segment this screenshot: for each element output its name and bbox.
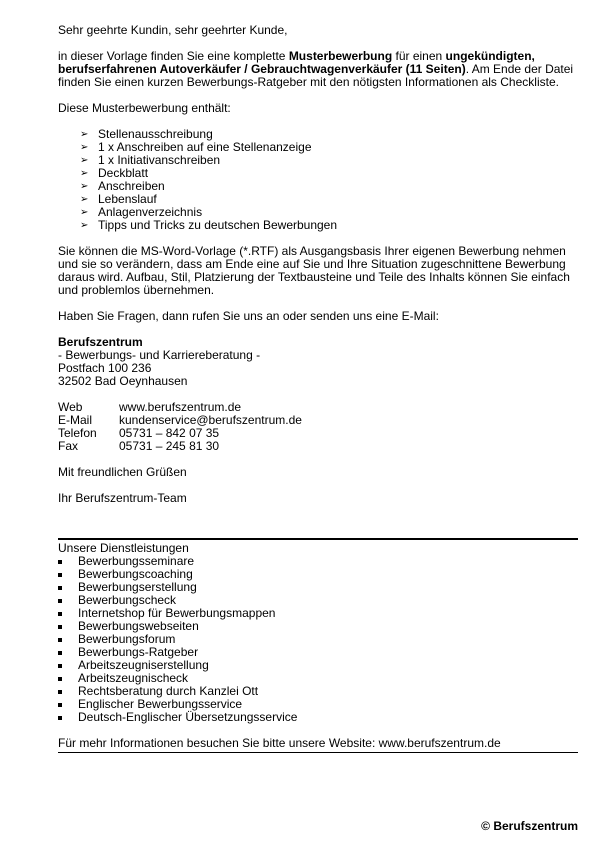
services-list-1 xyxy=(58,555,578,659)
contact-row-fax xyxy=(58,440,578,453)
closing-text: Mit freundlichen Grüßen xyxy=(58,465,187,479)
company-tagline: - Bewerbungs- und Karriereberatung - xyxy=(58,348,261,362)
arrow-bullet-icon: ➢ xyxy=(80,220,89,231)
list-item: Bewerbungsforum xyxy=(58,633,578,646)
phone-value: 05731 – 842 07 35 xyxy=(119,426,220,440)
arrow-bullet-icon: ➢ xyxy=(80,155,89,166)
list-item: ➢ 1 x Initiativanschreiben xyxy=(80,153,221,167)
email-link[interactable]: kundenservice@berufszentrum.de xyxy=(119,413,302,427)
company-street: Postfach 100 236 xyxy=(58,361,152,375)
square-bullet-icon xyxy=(58,716,62,720)
list-item: Bewerbungsseminare xyxy=(58,555,578,568)
more-info-text: Für mehr Informationen besuchen Sie bitte unsere Website: www.berufszentrum.de xyxy=(58,736,501,750)
contact-label: Fax xyxy=(58,439,79,453)
square-bullet-icon xyxy=(58,690,62,694)
contact-table xyxy=(58,401,578,453)
square-bullet-icon xyxy=(58,586,62,590)
square-bullet-icon xyxy=(58,599,62,603)
square-bullet-icon xyxy=(58,703,62,707)
arrow-bullet-icon: ➢ xyxy=(80,207,89,218)
square-bullet-icon xyxy=(58,664,62,668)
company-city: 32502 Bad Oeynhausen xyxy=(58,374,188,388)
arrow-bullet-icon: ➢ xyxy=(80,181,89,192)
intro-bold-2: ungekündigten, berufserfahrenen Autoverkäufer / Gebrauchtwagenverkäufer (11 Seiten) xyxy=(58,49,535,76)
services-list-2 xyxy=(58,659,578,685)
contents-list xyxy=(58,128,578,232)
square-bullet-icon xyxy=(58,625,62,629)
list-item: Bewerbungscoaching xyxy=(58,568,578,581)
list-item: Bewerbungserstellung xyxy=(58,581,578,594)
contact-label: Telefon xyxy=(58,426,97,440)
arrow-bullet-icon: ➢ xyxy=(80,168,89,179)
square-bullet-icon xyxy=(58,573,62,577)
fax-value: 05731 – 245 81 30 xyxy=(119,439,220,453)
company-address xyxy=(58,336,578,388)
list-item: Arbeitszeugniserstellung xyxy=(58,659,578,672)
square-bullet-icon xyxy=(58,677,62,681)
square-bullet-icon xyxy=(58,612,62,616)
list-item: ➢ Tipps und Tricks zu deutschen Bewerbungen xyxy=(80,218,338,232)
services-section xyxy=(58,538,578,753)
intro-bold-1: Musterbewerbung xyxy=(288,49,393,63)
list-item: Rechtsberatung durch Kanzlei Ott xyxy=(58,685,578,698)
list-item: Internetshop für Bewerbungsmappen xyxy=(58,607,578,620)
list-item: ➢ 1 x Anschreiben auf eine Stellenanzeige xyxy=(80,140,312,154)
square-bullet-icon xyxy=(58,560,62,564)
signature-text: Ihr Berufszentrum-Team xyxy=(58,491,187,505)
contact-label: E-Mail xyxy=(58,413,93,427)
list-item: Deutsch-Englischer Übersetzungsservice xyxy=(58,711,578,724)
intro-mid: für einen xyxy=(392,49,446,63)
intro-post: . Am Ende der Datei finden Sie einen kurzen Bewerbungs-Ratgeber mit den nötigsten Informationen als Checkliste. xyxy=(58,62,574,89)
square-bullet-icon xyxy=(58,638,62,642)
list-item: ➢ Deckblatt xyxy=(80,166,149,180)
arrow-bullet-icon: ➢ xyxy=(80,129,89,140)
list-item: Bewerbungs-Ratgeber xyxy=(58,646,578,659)
services-title: Unsere Dienstleistungen xyxy=(58,541,189,555)
list-item: ➢ Stellenausschreibung xyxy=(80,127,213,141)
copyright-text: © Berufszentrum xyxy=(481,819,578,833)
web-link[interactable]: www.berufszentrum.de xyxy=(119,400,242,414)
list-item: Arbeitszeugnischeck xyxy=(58,672,578,685)
services-list-4 xyxy=(58,698,578,724)
contact-label: Web xyxy=(58,400,83,414)
intro-pre: in dieser Vorlage finden Sie eine komplette xyxy=(58,49,289,63)
arrow-bullet-icon: ➢ xyxy=(80,142,89,153)
list-item: ➢ Anschreiben xyxy=(80,179,165,193)
list-item: ➢ Anlagenverzeichnis xyxy=(80,205,203,219)
usage-paragraph: Sie können die MS-Word-Vorlage (*.RTF) als Ausgangsbasis Ihrer eigenen Bewerbung nehmen und sie so verändern, dass am Ende eine auf Sie und Ihre Situation zugeschnittene Bewerbung daraus wird. Aufbau, Stil, Platzierung der Textbausteine und Teile des Inhalts können Sie einfach und problemlos übernehmen. xyxy=(58,244,570,297)
greeting: Sehr geehrte Kundin, sehr geehrter Kunde, xyxy=(58,23,288,37)
divider xyxy=(58,752,578,753)
question-text: Haben Sie Fragen, dann rufen Sie uns an oder senden uns eine E-Mail: xyxy=(58,309,439,323)
intro-paragraph xyxy=(58,50,578,89)
list-item: ➢ Lebenslauf xyxy=(80,192,157,206)
list-item: Englischer Bewerbungsservice xyxy=(58,698,578,711)
square-bullet-icon xyxy=(58,651,62,655)
contents-heading: Diese Musterbewerbung enthält: xyxy=(58,101,231,115)
list-item: Bewerbungscheck xyxy=(58,594,578,607)
list-item: Bewerbungswebseiten xyxy=(58,620,578,633)
letter-body xyxy=(58,24,578,505)
arrow-bullet-icon: ➢ xyxy=(80,194,89,205)
company-name: Berufszentrum xyxy=(58,335,143,349)
